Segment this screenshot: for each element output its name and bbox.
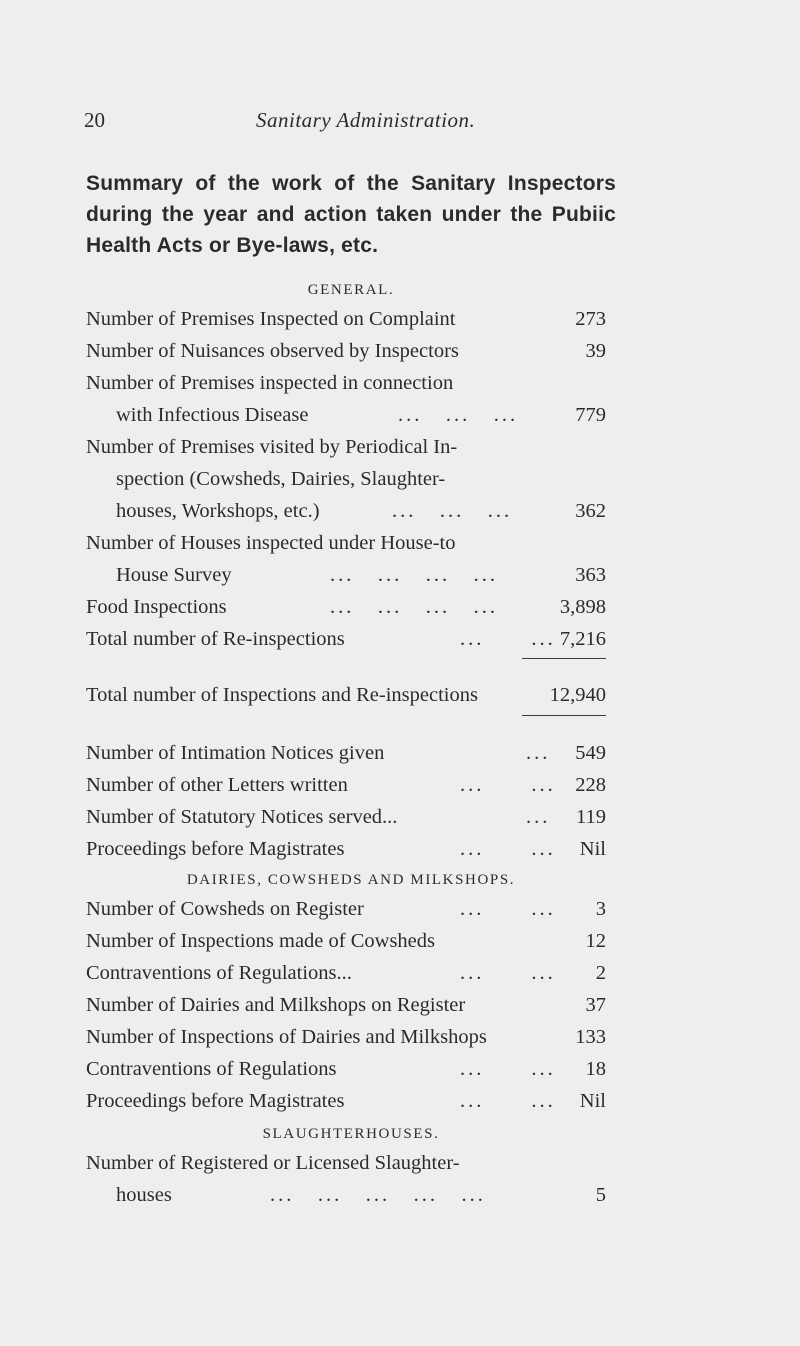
row-label: Number of other Letters written [86,774,348,796]
row-value: 363 [575,564,606,586]
row-label: Number of Cowsheds on Register [86,898,364,920]
leader-dots: ... ... [460,774,556,796]
row-label: houses, Workshops, etc.) [116,500,320,522]
row-label: House Survey [116,564,232,586]
page-number: 20 [84,108,105,132]
row-value: 39 [585,340,606,362]
row-total-inspections [86,684,606,714]
row-nuisances [86,340,606,370]
leader-dots: ... ... [460,628,556,650]
running-title: Sanitary Administration. [256,108,476,132]
row-value: 779 [575,404,606,426]
row-value: 273 [575,308,606,330]
row-value: Nil [579,838,606,860]
row-value: 228 [575,774,606,796]
section-title-general: GENERAL. [307,282,395,298]
row-label: Number of Premises visited by Periodical In- [86,436,458,458]
leader-dots: ... ... [460,838,556,860]
summary-heading: Summary of the work of the Sanitary Inspectors during the year and action taken under the Pubiic Health Acts or Bye-laws, etc. [86,172,616,257]
section-title-slaughterhouses: SLAUGHTERHOUSES. [262,1126,440,1142]
leader-dots: ... ... [460,1090,556,1112]
leader-dots: ... [526,806,551,828]
row-label: Number of Inspections of Dairies and Milkshops [86,1026,487,1048]
row-food-inspections [86,596,606,626]
row-other-letters [86,774,606,804]
row-periodical [86,500,606,530]
row-value: 7,216 [559,628,606,650]
row-dairies-contraventions [86,1058,606,1088]
row-label: Contraventions of Regulations... [86,962,352,984]
row-house-survey-line1 [86,532,606,562]
row-label: Total number of Re-inspections [86,628,345,650]
row-value: Nil [579,1090,606,1112]
leader-dots: ... ... ... ... ... [270,1184,486,1206]
row-value: 2 [595,962,606,984]
row-value: 18 [585,1058,606,1080]
row-house-survey [86,564,606,594]
row-label: Number of Registered or Licensed Slaughter- [86,1152,460,1174]
leader-dots: ... ... ... ... [330,564,498,586]
row-label: Proceedings before Magistrates [86,1090,345,1112]
row-dairies-register [86,994,606,1024]
row-premises-complaint [86,308,606,338]
leader-dots: ... ... ... ... [330,596,498,618]
row-intimation-notices [86,742,606,772]
row-periodical-line2 [86,468,606,498]
row-value: 12 [585,930,606,952]
subtotal-rule [522,658,606,659]
row-proceedings [86,838,606,868]
row-value: 37 [585,994,606,1016]
row-slaughterhouses [86,1184,606,1214]
row-cowsheds-register [86,898,606,928]
leader-dots: ... ... ... [398,404,519,426]
row-cowshed-inspections [86,930,606,960]
row-label: spection (Cowsheds, Dairies, Slaughter- [116,468,446,490]
row-dairies-inspections [86,1026,606,1056]
row-value: 119 [576,806,606,828]
row-label: houses [116,1184,172,1206]
row-value: 3 [595,898,606,920]
row-label: Number of Statutory Notices served... [86,806,398,828]
row-label: Number of Intimation Notices given [86,742,385,764]
row-value: 362 [575,500,606,522]
row-label: Total number of Inspections and Re-inspections [86,684,478,706]
row-value: 5 [595,1184,606,1206]
total-rule [522,715,606,716]
row-value: 3,898 [559,596,606,618]
row-label: with Infectious Disease [116,404,309,426]
row-cowshed-contraventions [86,962,606,992]
row-periodical-line1 [86,436,606,466]
leader-dots: ... ... ... [392,500,513,522]
row-value: 12,940 [549,684,606,706]
row-reinspections [86,628,606,658]
leader-dots: ... ... [460,898,556,920]
row-label: Number of Premises Inspected on Complaint [86,308,456,330]
row-value: 133 [575,1026,606,1048]
row-label: Food Inspections [86,596,227,618]
row-label: Number of Premises inspected in connection [86,372,454,394]
leader-dots: ... ... [460,1058,556,1080]
row-label: Number of Dairies and Milkshops on Register [86,994,466,1016]
row-label: Number of Nuisances observed by Inspectors [86,340,459,362]
row-statutory-notices [86,806,606,836]
section-title-dairies: DAIRIES, COWSHEDS AND MILKSHOPS. [186,872,516,888]
row-infectious-line1 [86,372,606,402]
row-value: 549 [575,742,606,764]
row-infectious [86,404,606,434]
row-label: Number of Inspections made of Cowsheds [86,930,436,952]
row-label: Proceedings before Magistrates [86,838,345,860]
row-slaughterhouses-line1 [86,1152,606,1182]
row-dairies-proceedings [86,1090,606,1120]
row-label: Contraventions of Regulations [86,1058,337,1080]
leader-dots: ... [526,742,551,764]
row-label: Number of Houses inspected under House-to [86,532,456,554]
leader-dots: ... ... [460,962,556,984]
